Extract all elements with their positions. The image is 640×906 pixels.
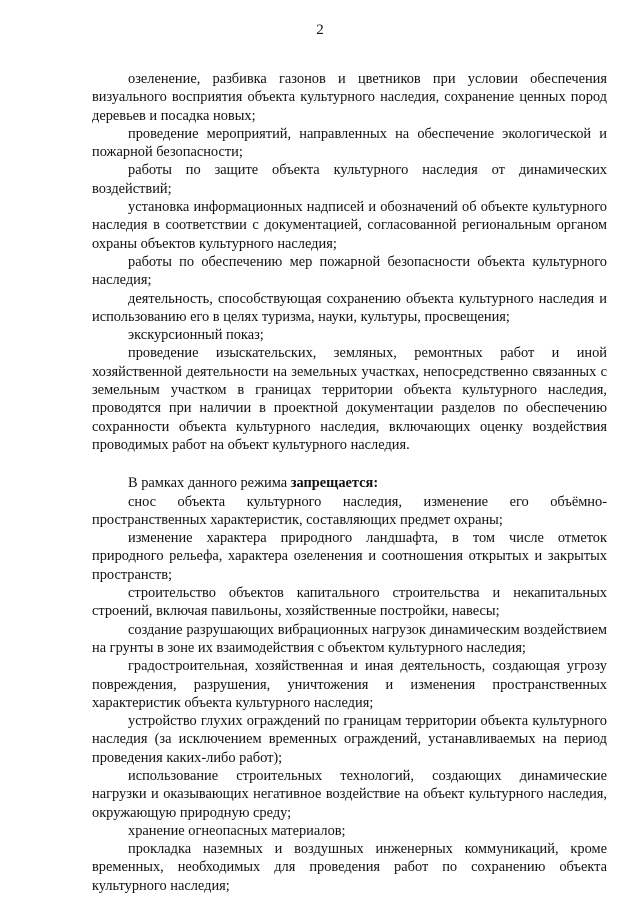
paragraph: проведение мероприятий, направленных на обеспечение экологической и пожарной безопасности;: [92, 125, 607, 161]
intro-text: В рамках данного режима: [128, 475, 291, 492]
paragraph: строительство объектов капитального строительства и некапитальных строений, включая павильоны, хозяйственные постройки, навесы;: [92, 585, 607, 620]
prohibited-intro: [92, 474, 607, 492]
paragraph: работы по обеспечению мер пожарной безопасности объекта культурного наследия;: [92, 253, 607, 289]
paragraph: градостроительная, хозяйственная и иная деятельность, создающая угрозу повреждения, разрушения, уничтожения и изменения пространственных характеристик объекта культурного наследия;: [92, 658, 607, 711]
paragraph: создание разрушающих вибрационных нагрузок динамическим воздействием на грунты в зоне их взаимодействия с объектом культурного наследия;: [92, 621, 607, 656]
paragraph: снос объекта культурного наследия, изменение его объёмно-пространственных характеристик, составляющих предмет охраны;: [92, 493, 607, 528]
paragraph: изменение характера природного ландшафта, в том числе отметок природного рельефа, характера озеленения и соотношения открытых и закрытых пространств;: [92, 530, 607, 583]
paragraph: работы по защите объекта культурного наследия от динамических воздействий;: [92, 162, 607, 197]
paragraph: хранение огнеопасных материалов;: [128, 822, 346, 839]
page-number: 2: [316, 22, 324, 38]
paragraph: прокладка наземных и воздушных инженерных коммуникаций, кроме временных, необходимых для проведения работ по сохранению объекта культурного наследия;: [92, 841, 607, 894]
paragraph: использование строительных технологий, создающих динамические нагрузки и оказывающих негативное воздействие на объект культурного наследия, окружающую природную среду;: [92, 767, 607, 821]
paragraph: деятельность, способствующая сохранению объекта культурного наследия и использованию его в целях туризма, науки, культуры, просвещения;: [92, 290, 607, 325]
paragraph: установка информационных надписей и обозначений об объекте культурного наследия в соответствии с документацией, согласованной региональным органом охраны объектов культурного наследия;: [92, 199, 607, 252]
paragraph: экскурсионный показ;: [128, 327, 264, 344]
document-body: [92, 70, 607, 895]
paragraph: проведение изыскательских, земляных, ремонтных работ и иной хозяйственной деятельности на земельных участках, непосредственно связанных с земельным участком в границах территории объекта культурного наследия, проводятся при наличии в проектной документации разделов по обеспечению сохранности объекта культурного наследия, включающих оценку воздействия проводимых работ на объект культурного наследия.: [92, 345, 607, 453]
paragraph: устройство глухих ограждений по границам территории объекта культурного наследия (за исключением временных ограждений, устанавливаемых на период проведения каких-либо работ);: [92, 713, 607, 766]
prohibited-list: [92, 493, 607, 896]
intro-emphasis: запрещается:: [290, 475, 379, 492]
section-spacer: [92, 454, 607, 474]
paragraph: озеленение, разбивка газонов и цветников при условии обеспечения визуального восприятия объекта культурного наследия, сохранение ценных пород деревьев и посадка новых;: [92, 71, 607, 124]
permitted-list: [92, 70, 607, 454]
